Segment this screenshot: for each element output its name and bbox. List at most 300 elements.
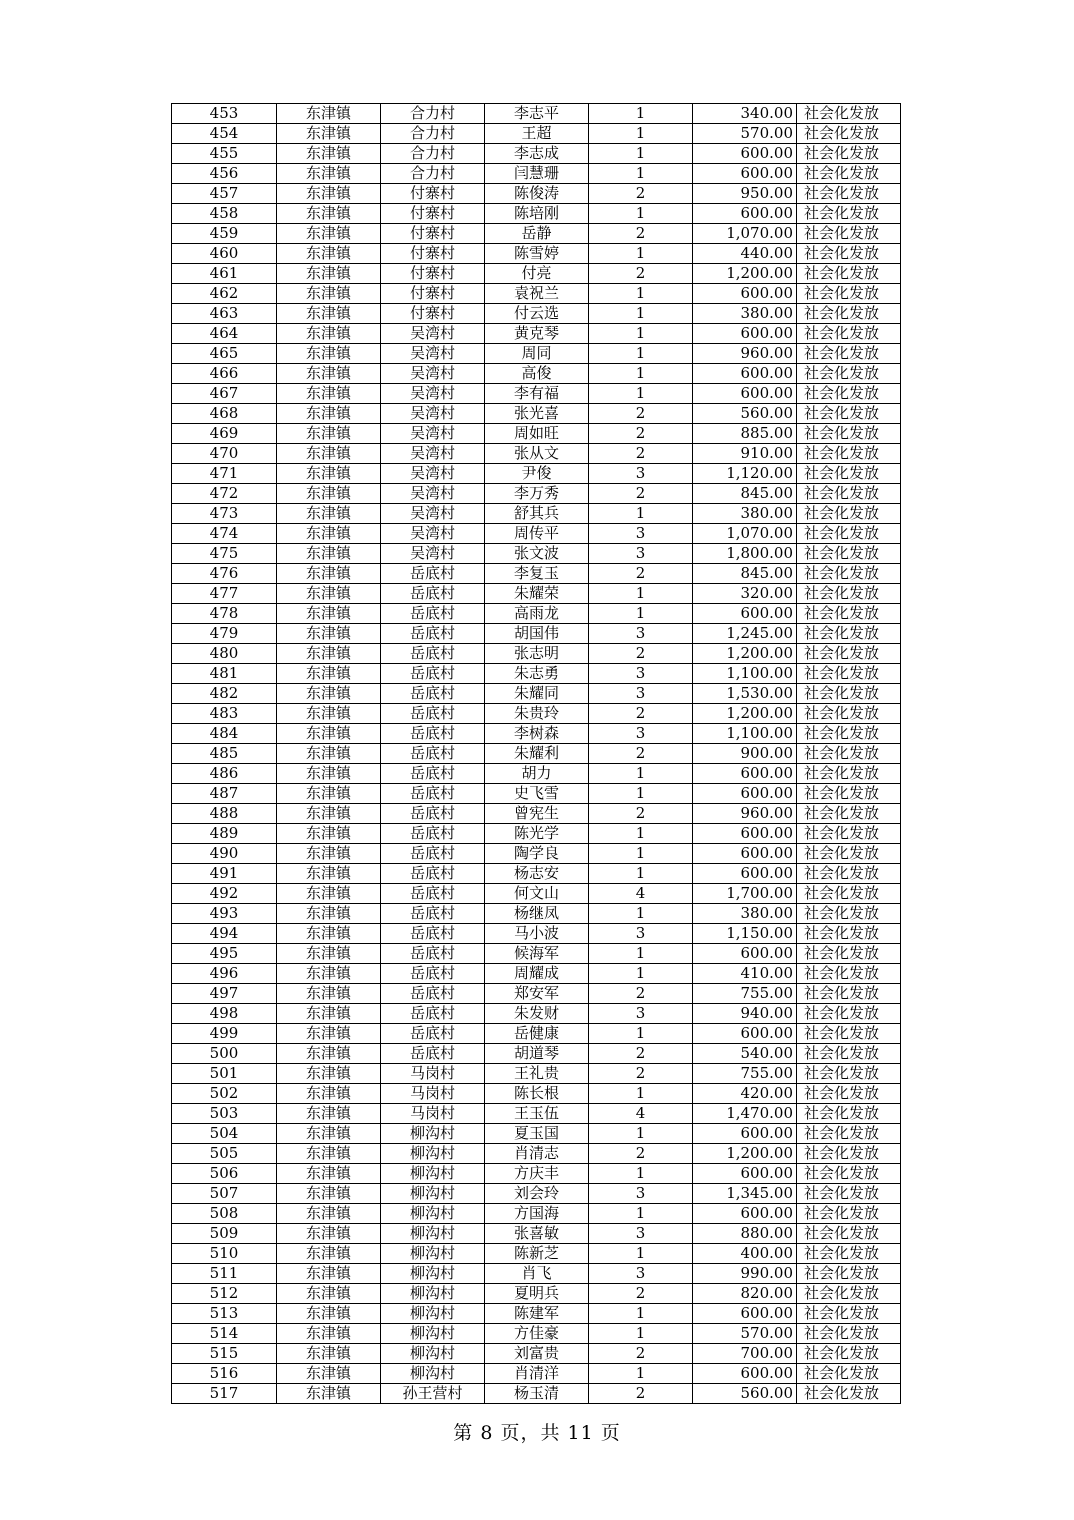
amount-cell: 600.00 [693, 1164, 797, 1184]
row-number-cell: 495 [172, 944, 277, 964]
town-cell: 东津镇 [277, 364, 381, 384]
household-count-cell: 3 [589, 664, 693, 684]
row-number-cell: 501 [172, 1064, 277, 1084]
village-cell: 合力村 [381, 104, 485, 124]
household-count-cell: 2 [589, 564, 693, 584]
table-row [172, 1284, 901, 1304]
row-number-cell: 515 [172, 1344, 277, 1364]
table-row [172, 1244, 901, 1264]
amount-cell: 600.00 [693, 604, 797, 624]
town-cell: 东津镇 [277, 1324, 381, 1344]
table-row [172, 1104, 901, 1124]
row-number-cell: 499 [172, 1024, 277, 1044]
household-count-cell: 3 [589, 624, 693, 644]
name-cell: 李有福 [485, 384, 589, 404]
village-cell: 付寨村 [381, 264, 485, 284]
village-cell: 柳沟村 [381, 1144, 485, 1164]
table-row [172, 844, 901, 864]
amount-cell: 600.00 [693, 324, 797, 344]
household-count-cell: 1 [589, 344, 693, 364]
amount-cell: 700.00 [693, 1344, 797, 1364]
town-cell: 东津镇 [277, 824, 381, 844]
row-number-cell: 498 [172, 1004, 277, 1024]
payment-method-cell: 社会化发放 [797, 964, 901, 984]
village-cell: 吴湾村 [381, 424, 485, 444]
name-cell: 马小波 [485, 924, 589, 944]
name-cell: 周同 [485, 344, 589, 364]
payment-method-cell: 社会化发放 [797, 724, 901, 744]
village-cell: 付寨村 [381, 204, 485, 224]
town-cell: 东津镇 [277, 1284, 381, 1304]
household-count-cell: 1 [589, 324, 693, 344]
name-cell: 杨玉清 [485, 1384, 589, 1404]
table-row [172, 1204, 901, 1224]
name-cell: 张喜敏 [485, 1224, 589, 1244]
household-count-cell: 1 [589, 1364, 693, 1384]
amount-cell: 440.00 [693, 244, 797, 264]
amount-cell: 1,700.00 [693, 884, 797, 904]
amount-cell: 340.00 [693, 104, 797, 124]
table-row [172, 544, 901, 564]
town-cell: 东津镇 [277, 1124, 381, 1144]
row-number-cell: 460 [172, 244, 277, 264]
amount-cell: 600.00 [693, 764, 797, 784]
name-cell: 袁祝兰 [485, 284, 589, 304]
village-cell: 吴湾村 [381, 544, 485, 564]
row-number-cell: 509 [172, 1224, 277, 1244]
table-row [172, 364, 901, 384]
row-number-cell: 457 [172, 184, 277, 204]
table-row [172, 744, 901, 764]
household-count-cell: 3 [589, 924, 693, 944]
household-count-cell: 1 [589, 1204, 693, 1224]
village-cell: 付寨村 [381, 284, 485, 304]
payment-method-cell: 社会化发放 [797, 124, 901, 144]
payment-method-cell: 社会化发放 [797, 464, 901, 484]
village-cell: 吴湾村 [381, 504, 485, 524]
amount-cell: 1,100.00 [693, 664, 797, 684]
payment-method-cell: 社会化发放 [797, 1384, 901, 1404]
town-cell: 东津镇 [277, 164, 381, 184]
household-count-cell: 2 [589, 1284, 693, 1304]
amount-cell: 1,200.00 [693, 264, 797, 284]
table-row [172, 224, 901, 244]
village-cell: 岳底村 [381, 884, 485, 904]
payment-method-cell: 社会化发放 [797, 664, 901, 684]
village-cell: 吴湾村 [381, 324, 485, 344]
table-row [172, 324, 901, 344]
town-cell: 东津镇 [277, 544, 381, 564]
row-number-cell: 478 [172, 604, 277, 624]
village-cell: 吴湾村 [381, 524, 485, 544]
payment-method-cell: 社会化发放 [797, 1024, 901, 1044]
table-row [172, 1264, 901, 1284]
payment-method-cell: 社会化发放 [797, 204, 901, 224]
household-count-cell: 3 [589, 684, 693, 704]
amount-cell: 570.00 [693, 124, 797, 144]
table-row [172, 1004, 901, 1024]
village-cell: 岳底村 [381, 664, 485, 684]
row-number-cell: 468 [172, 404, 277, 424]
name-cell: 方庆丰 [485, 1164, 589, 1184]
town-cell: 东津镇 [277, 264, 381, 284]
village-cell: 岳底村 [381, 944, 485, 964]
payment-method-cell: 社会化发放 [797, 1284, 901, 1304]
row-number-cell: 454 [172, 124, 277, 144]
village-cell: 合力村 [381, 164, 485, 184]
table-row [172, 124, 901, 144]
table-row [172, 144, 901, 164]
name-cell: 夏玉国 [485, 1124, 589, 1144]
household-count-cell: 3 [589, 524, 693, 544]
payment-table [171, 103, 901, 1404]
payment-method-cell: 社会化发放 [797, 164, 901, 184]
name-cell: 周耀成 [485, 964, 589, 984]
table-row [172, 824, 901, 844]
amount-cell: 885.00 [693, 424, 797, 444]
name-cell: 李志成 [485, 144, 589, 164]
name-cell: 王超 [485, 124, 589, 144]
amount-cell: 820.00 [693, 1284, 797, 1304]
table-row [172, 604, 901, 624]
town-cell: 东津镇 [277, 644, 381, 664]
row-number-cell: 494 [172, 924, 277, 944]
village-cell: 岳底村 [381, 964, 485, 984]
name-cell: 胡力 [485, 764, 589, 784]
payment-method-cell: 社会化发放 [797, 364, 901, 384]
town-cell: 东津镇 [277, 844, 381, 864]
payment-method-cell: 社会化发放 [797, 1124, 901, 1144]
table-row [172, 804, 901, 824]
town-cell: 东津镇 [277, 764, 381, 784]
household-count-cell: 4 [589, 1104, 693, 1124]
village-cell: 马岗村 [381, 1064, 485, 1084]
payment-method-cell: 社会化发放 [797, 304, 901, 324]
name-cell: 刘会玲 [485, 1184, 589, 1204]
table-row [172, 504, 901, 524]
household-count-cell: 1 [589, 204, 693, 224]
payment-method-cell: 社会化发放 [797, 424, 901, 444]
table-row [172, 404, 901, 424]
village-cell: 岳底村 [381, 724, 485, 744]
village-cell: 岳底村 [381, 804, 485, 824]
amount-cell: 320.00 [693, 584, 797, 604]
row-number-cell: 489 [172, 824, 277, 844]
payment-method-cell: 社会化发放 [797, 844, 901, 864]
payment-method-cell: 社会化发放 [797, 384, 901, 404]
town-cell: 东津镇 [277, 724, 381, 744]
village-cell: 岳底村 [381, 604, 485, 624]
row-number-cell: 516 [172, 1364, 277, 1384]
household-count-cell: 1 [589, 964, 693, 984]
village-cell: 柳沟村 [381, 1244, 485, 1264]
name-cell: 胡国伟 [485, 624, 589, 644]
name-cell: 岳静 [485, 224, 589, 244]
payment-method-cell: 社会化发放 [797, 1184, 901, 1204]
household-count-cell: 1 [589, 244, 693, 264]
payment-method-cell: 社会化发放 [797, 184, 901, 204]
town-cell: 东津镇 [277, 604, 381, 624]
table-row [172, 284, 901, 304]
table-row [172, 1064, 901, 1084]
name-cell: 方国海 [485, 1204, 589, 1224]
row-number-cell: 466 [172, 364, 277, 384]
name-cell: 高俊 [485, 364, 589, 384]
name-cell: 杨志安 [485, 864, 589, 884]
name-cell: 陈长根 [485, 1084, 589, 1104]
village-cell: 吴湾村 [381, 404, 485, 424]
table-row [172, 164, 901, 184]
household-count-cell: 3 [589, 1004, 693, 1024]
village-cell: 马岗村 [381, 1104, 485, 1124]
town-cell: 东津镇 [277, 424, 381, 444]
table-row [172, 344, 901, 364]
town-cell: 东津镇 [277, 404, 381, 424]
table-row [172, 1124, 901, 1144]
village-cell: 吴湾村 [381, 344, 485, 364]
table-row [172, 764, 901, 784]
town-cell: 东津镇 [277, 224, 381, 244]
table-row [172, 304, 901, 324]
town-cell: 东津镇 [277, 524, 381, 544]
village-cell: 岳底村 [381, 644, 485, 664]
row-number-cell: 461 [172, 264, 277, 284]
amount-cell: 755.00 [693, 984, 797, 1004]
name-cell: 李志平 [485, 104, 589, 124]
town-cell: 东津镇 [277, 464, 381, 484]
amount-cell: 950.00 [693, 184, 797, 204]
town-cell: 东津镇 [277, 584, 381, 604]
town-cell: 东津镇 [277, 884, 381, 904]
amount-cell: 1,070.00 [693, 524, 797, 544]
village-cell: 岳底村 [381, 1004, 485, 1024]
amount-cell: 600.00 [693, 1364, 797, 1384]
payment-method-cell: 社会化发放 [797, 744, 901, 764]
payment-method-cell: 社会化发放 [797, 284, 901, 304]
village-cell: 岳底村 [381, 904, 485, 924]
village-cell: 柳沟村 [381, 1184, 485, 1204]
town-cell: 东津镇 [277, 384, 381, 404]
payment-method-cell: 社会化发放 [797, 324, 901, 344]
amount-cell: 990.00 [693, 1264, 797, 1284]
row-number-cell: 496 [172, 964, 277, 984]
amount-cell: 1,345.00 [693, 1184, 797, 1204]
household-count-cell: 1 [589, 944, 693, 964]
row-number-cell: 503 [172, 1104, 277, 1124]
amount-cell: 940.00 [693, 1004, 797, 1024]
household-count-cell: 1 [589, 784, 693, 804]
town-cell: 东津镇 [277, 1184, 381, 1204]
amount-cell: 420.00 [693, 1084, 797, 1104]
payment-method-cell: 社会化发放 [797, 224, 901, 244]
payment-method-cell: 社会化发放 [797, 924, 901, 944]
village-cell: 岳底村 [381, 684, 485, 704]
table-row [172, 864, 901, 884]
household-count-cell: 2 [589, 444, 693, 464]
amount-cell: 600.00 [693, 164, 797, 184]
payment-method-cell: 社会化发放 [797, 1084, 901, 1104]
payment-method-cell: 社会化发放 [797, 104, 901, 124]
town-cell: 东津镇 [277, 204, 381, 224]
page-footer: 第 8 页，共 11 页 [453, 1422, 621, 1444]
amount-cell: 960.00 [693, 344, 797, 364]
household-count-cell: 1 [589, 584, 693, 604]
payment-method-cell: 社会化发放 [797, 864, 901, 884]
table-row [172, 464, 901, 484]
table-row [172, 704, 901, 724]
row-number-cell: 485 [172, 744, 277, 764]
town-cell: 东津镇 [277, 784, 381, 804]
village-cell: 付寨村 [381, 184, 485, 204]
amount-cell: 845.00 [693, 564, 797, 584]
amount-cell: 910.00 [693, 444, 797, 464]
village-cell: 岳底村 [381, 584, 485, 604]
amount-cell: 400.00 [693, 1244, 797, 1264]
village-cell: 付寨村 [381, 224, 485, 244]
town-cell: 东津镇 [277, 1104, 381, 1124]
payment-method-cell: 社会化发放 [797, 1064, 901, 1084]
village-cell: 岳底村 [381, 984, 485, 1004]
row-number-cell: 500 [172, 1044, 277, 1064]
payment-method-cell: 社会化发放 [797, 1144, 901, 1164]
household-count-cell: 1 [589, 1124, 693, 1144]
household-count-cell: 3 [589, 464, 693, 484]
row-number-cell: 459 [172, 224, 277, 244]
village-cell: 合力村 [381, 144, 485, 164]
village-cell: 岳底村 [381, 1044, 485, 1064]
town-cell: 东津镇 [277, 324, 381, 344]
household-count-cell: 2 [589, 184, 693, 204]
row-number-cell: 479 [172, 624, 277, 644]
name-cell: 陈培刚 [485, 204, 589, 224]
amount-cell: 600.00 [693, 844, 797, 864]
household-count-cell: 1 [589, 1324, 693, 1344]
household-count-cell: 1 [589, 844, 693, 864]
town-cell: 东津镇 [277, 104, 381, 124]
table-row [172, 484, 901, 504]
village-cell: 岳底村 [381, 864, 485, 884]
payment-method-cell: 社会化发放 [797, 704, 901, 724]
table-row [172, 1344, 901, 1364]
payment-method-cell: 社会化发放 [797, 944, 901, 964]
household-count-cell: 2 [589, 404, 693, 424]
town-cell: 东津镇 [277, 284, 381, 304]
row-number-cell: 463 [172, 304, 277, 324]
name-cell: 郑安军 [485, 984, 589, 1004]
household-count-cell: 1 [589, 1244, 693, 1264]
household-count-cell: 2 [589, 1044, 693, 1064]
village-cell: 岳底村 [381, 824, 485, 844]
name-cell: 夏明兵 [485, 1284, 589, 1304]
household-count-cell: 1 [589, 1084, 693, 1104]
row-number-cell: 486 [172, 764, 277, 784]
town-cell: 东津镇 [277, 304, 381, 324]
payment-method-cell: 社会化发放 [797, 624, 901, 644]
household-count-cell: 1 [589, 504, 693, 524]
town-cell: 东津镇 [277, 1004, 381, 1024]
payment-method-cell: 社会化发放 [797, 1324, 901, 1344]
amount-cell: 600.00 [693, 1024, 797, 1044]
table-row [172, 1024, 901, 1044]
payment-method-cell: 社会化发放 [797, 1344, 901, 1364]
amount-cell: 380.00 [693, 904, 797, 924]
table-row [172, 1384, 901, 1404]
town-cell: 东津镇 [277, 1224, 381, 1244]
village-cell: 付寨村 [381, 304, 485, 324]
row-number-cell: 511 [172, 1264, 277, 1284]
row-number-cell: 510 [172, 1244, 277, 1264]
name-cell: 周传平 [485, 524, 589, 544]
name-cell: 王礼贵 [485, 1064, 589, 1084]
amount-cell: 600.00 [693, 1204, 797, 1224]
payment-method-cell: 社会化发放 [797, 784, 901, 804]
payment-method-cell: 社会化发放 [797, 264, 901, 284]
row-number-cell: 484 [172, 724, 277, 744]
amount-cell: 845.00 [693, 484, 797, 504]
town-cell: 东津镇 [277, 184, 381, 204]
village-cell: 柳沟村 [381, 1264, 485, 1284]
village-cell: 柳沟村 [381, 1364, 485, 1384]
amount-cell: 600.00 [693, 284, 797, 304]
row-number-cell: 462 [172, 284, 277, 304]
name-cell: 陈俊涛 [485, 184, 589, 204]
amount-cell: 540.00 [693, 1044, 797, 1064]
household-count-cell: 2 [589, 1064, 693, 1084]
town-cell: 东津镇 [277, 624, 381, 644]
town-cell: 东津镇 [277, 1044, 381, 1064]
amount-cell: 410.00 [693, 964, 797, 984]
name-cell: 朱耀利 [485, 744, 589, 764]
table-row [172, 1144, 901, 1164]
household-count-cell: 1 [589, 824, 693, 844]
village-cell: 柳沟村 [381, 1124, 485, 1144]
town-cell: 东津镇 [277, 564, 381, 584]
town-cell: 东津镇 [277, 144, 381, 164]
household-count-cell: 2 [589, 1384, 693, 1404]
town-cell: 东津镇 [277, 664, 381, 684]
row-number-cell: 455 [172, 144, 277, 164]
household-count-cell: 2 [589, 424, 693, 444]
payment-method-cell: 社会化发放 [797, 804, 901, 824]
town-cell: 东津镇 [277, 1144, 381, 1164]
amount-cell: 900.00 [693, 744, 797, 764]
payment-method-cell: 社会化发放 [797, 644, 901, 664]
amount-cell: 1,800.00 [693, 544, 797, 564]
village-cell: 吴湾村 [381, 484, 485, 504]
row-number-cell: 508 [172, 1204, 277, 1224]
payment-method-cell: 社会化发放 [797, 604, 901, 624]
payment-method-cell: 社会化发放 [797, 1044, 901, 1064]
household-count-cell: 2 [589, 984, 693, 1004]
household-count-cell: 1 [589, 864, 693, 884]
town-cell: 东津镇 [277, 804, 381, 824]
name-cell: 高雨龙 [485, 604, 589, 624]
name-cell: 胡道琴 [485, 1044, 589, 1064]
household-count-cell: 2 [589, 1144, 693, 1164]
village-cell: 柳沟村 [381, 1204, 485, 1224]
amount-cell: 600.00 [693, 784, 797, 804]
name-cell: 张文波 [485, 544, 589, 564]
name-cell: 肖清洋 [485, 1364, 589, 1384]
payment-method-cell: 社会化发放 [797, 1244, 901, 1264]
table-row [172, 944, 901, 964]
village-cell: 岳底村 [381, 564, 485, 584]
household-count-cell: 3 [589, 544, 693, 564]
household-count-cell: 1 [589, 384, 693, 404]
table-row [172, 664, 901, 684]
payment-method-cell: 社会化发放 [797, 524, 901, 544]
town-cell: 东津镇 [277, 484, 381, 504]
